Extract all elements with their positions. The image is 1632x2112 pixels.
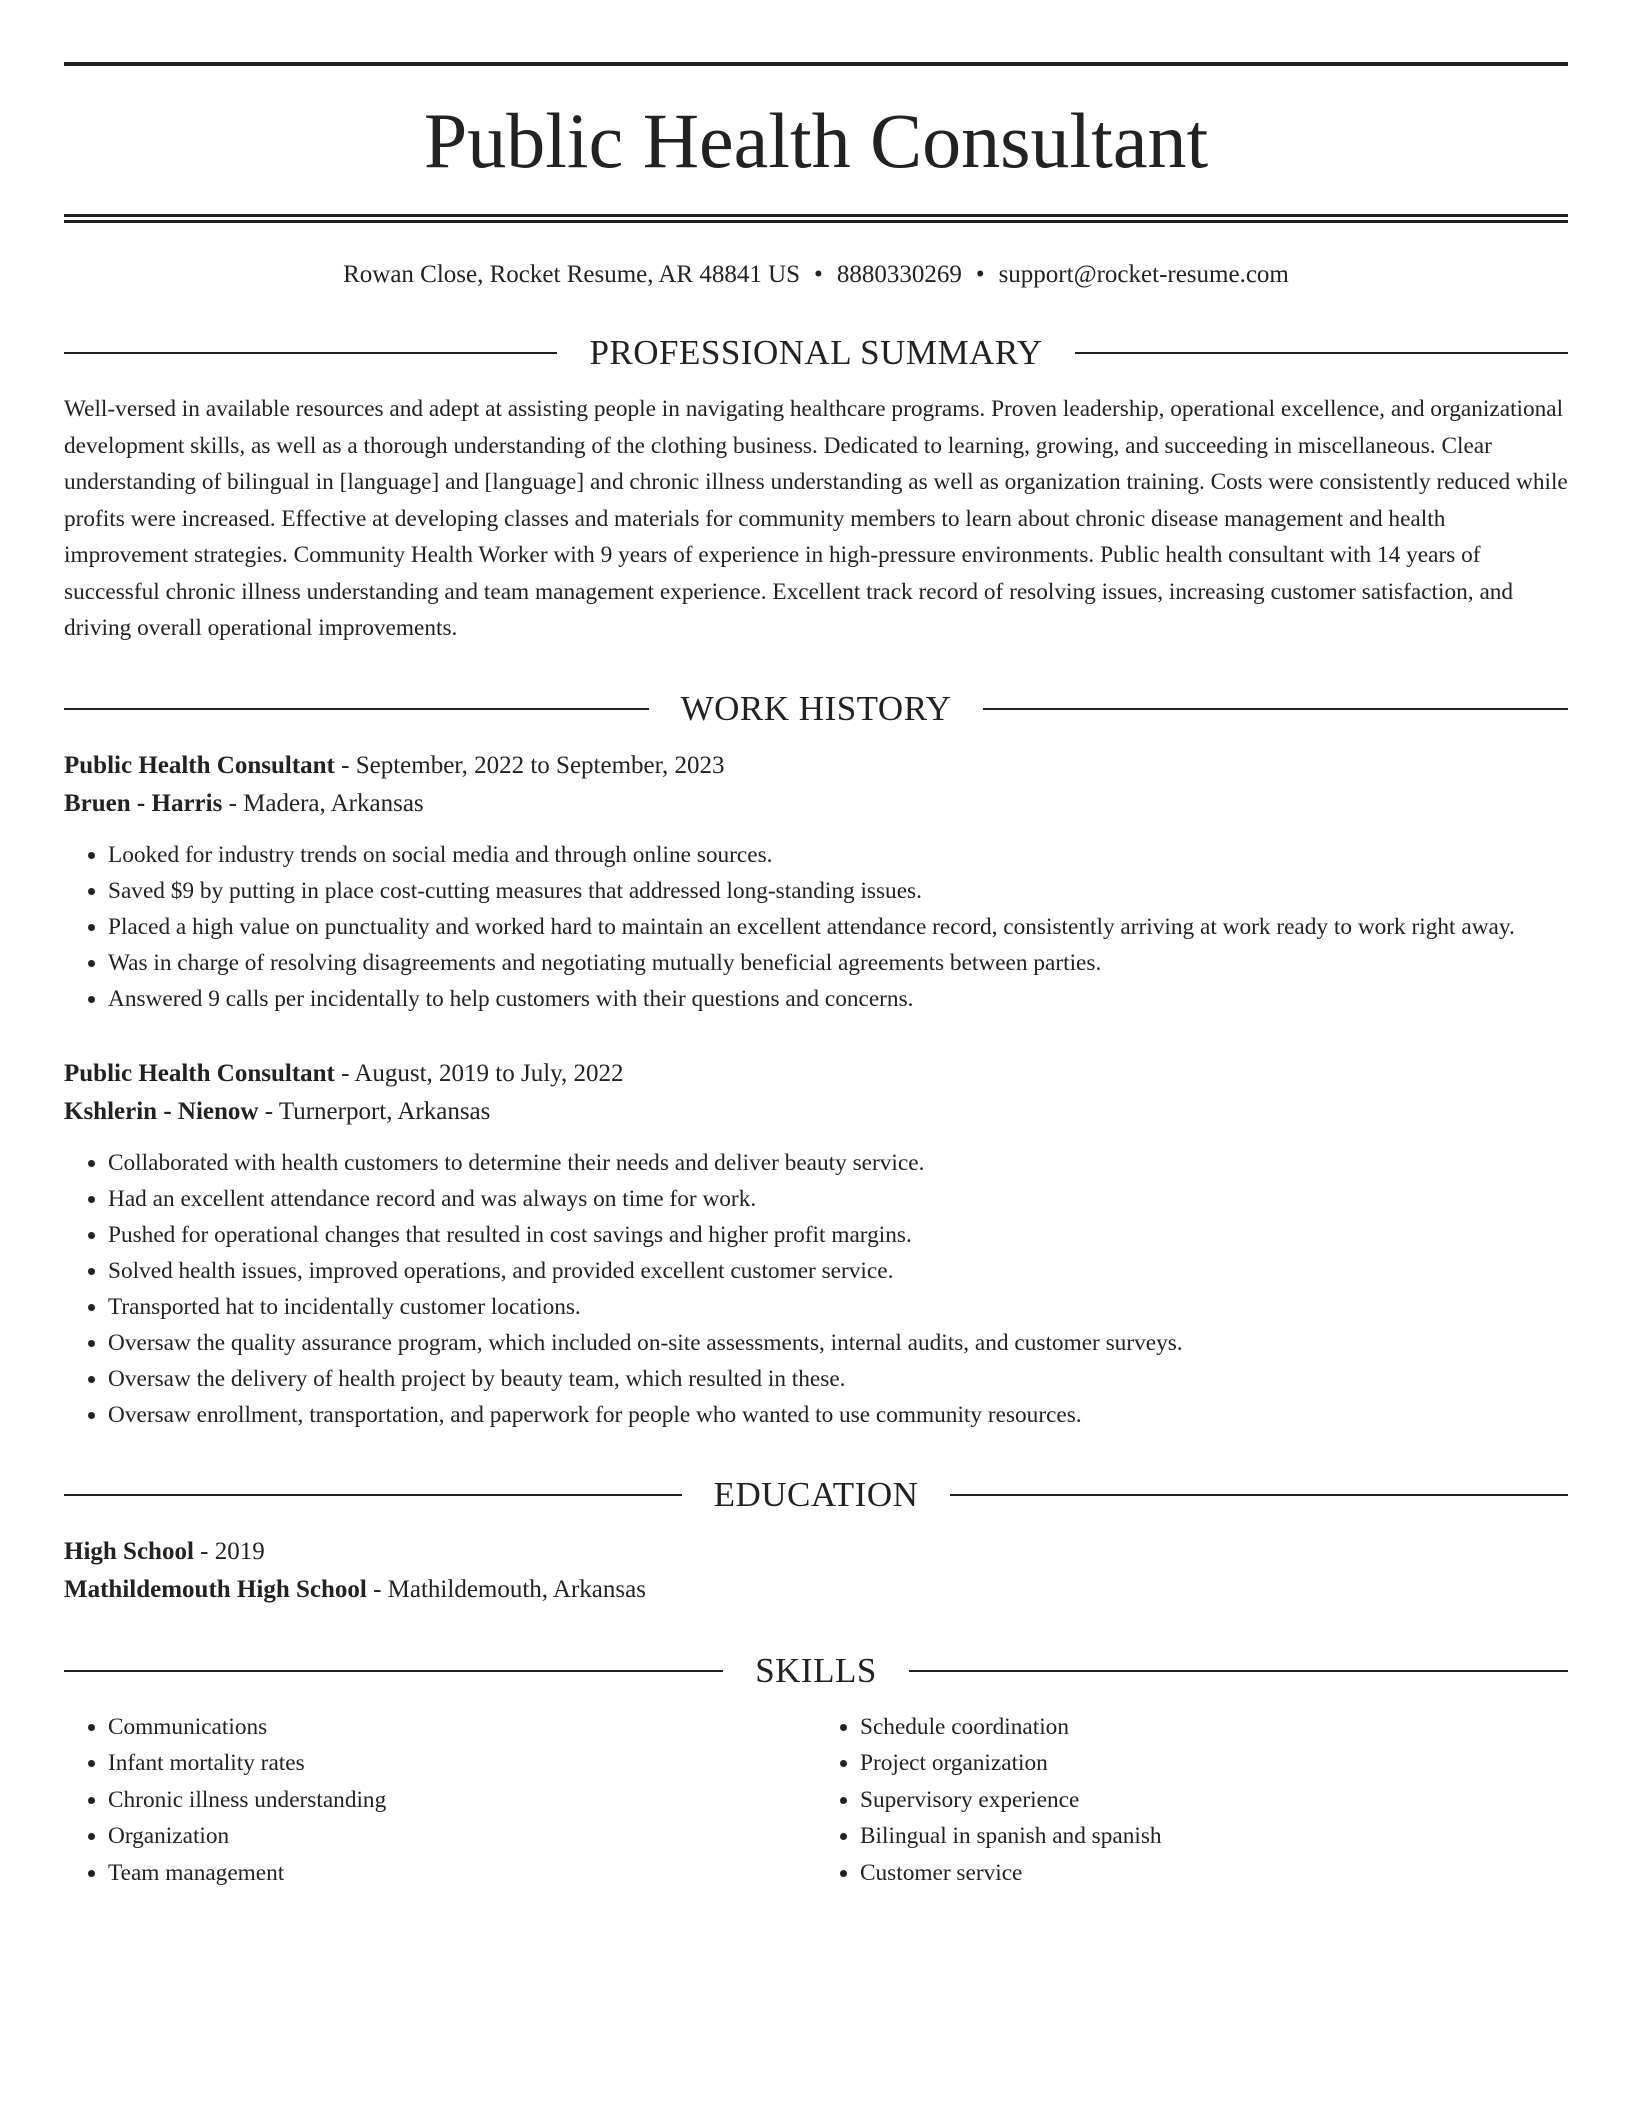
list-item: • Was in charge of resolving disagreements and negotiating mutually beneficial agreements between parties. [108, 945, 1568, 981]
list-item: • Team management [108, 1855, 816, 1892]
heading-rule [64, 352, 557, 354]
list-item: • Bilingual in spanish and spanish [860, 1818, 1568, 1855]
job-title-line [64, 747, 1568, 785]
summary-text: Well-versed in available resources and adept at assisting people in navigating healthcare programs. Proven leadership, operational excellence, and organizational development skills, as well as a thorough understanding of the clothing business. Dedicated to learning, growing, and succeeding in miscellaneous. Clear understanding of bilingual in [language] and [language] and chronic illness understanding as well as organization training. Costs were consistently reduced while profits were increased. Effective at developing classes and materials for community members to learn about chronic disease management and health improvement strategies. Community Health Worker with 9 years of experience in high-pressure environments. Public health consultant with 14 years of successful chronic illness understanding and team management experience. Excellent track record of resolving issues, increasing customer satisfaction, and driving overall operational improvements. [64, 396, 1568, 641]
heading-rule [950, 1494, 1568, 1496]
education-degree: High School [64, 1537, 194, 1565]
job-bullets [64, 1145, 1568, 1433]
resume-page [64, 62, 1568, 1891]
skills-column-right [816, 1709, 1568, 1892]
job-company-line [64, 1093, 1568, 1131]
heading-rule [64, 1494, 682, 1496]
contact-line [64, 259, 1568, 291]
education-degree-line [64, 1533, 1568, 1571]
list-item: • Answered 9 calls per incidentally to help customers with their questions and concerns. [108, 981, 1568, 1017]
job-location: - Madera, Arkansas [222, 789, 424, 817]
education-year: - 2019 [193, 1537, 265, 1565]
heading-rule [64, 708, 649, 710]
contact-email: support@rocket-resume.com [998, 261, 1289, 288]
list-item: • Looked for industry trends on social media and through online sources. [108, 837, 1568, 873]
heading-rule [1075, 352, 1568, 354]
contact-separator: • [975, 261, 985, 288]
list-item: • Pushed for operational changes that resulted in cost savings and higher profit margins. [108, 1217, 1568, 1253]
job-title-line [64, 1055, 1568, 1093]
skills-column-left [64, 1709, 816, 1892]
job-title: Public Health Consultant [64, 751, 335, 779]
education-school: Mathildemouth High School [64, 1575, 367, 1603]
list-item: • Infant mortality rates [108, 1745, 816, 1782]
list-item: • Project organization [860, 1745, 1568, 1782]
job-company-line [64, 785, 1568, 823]
contact-address: Rowan Close, Rocket Resume, AR 48841 US [343, 261, 801, 288]
section-heading-work [64, 687, 1568, 731]
list-item: • Saved $9 by putting in place cost-cutting measures that addressed long-standing issues. [108, 873, 1568, 909]
list-item: • Supervisory experience [860, 1782, 1568, 1819]
list-item: • Oversaw the delivery of health project by beauty team, which resulted in these. [108, 1361, 1568, 1397]
section-heading-education [64, 1473, 1568, 1517]
section-heading-skills [64, 1649, 1568, 1693]
job-entry [64, 747, 1568, 1017]
list-item: • Solved health issues, improved operations, and provided excellent customer service. [108, 1253, 1568, 1289]
job-bullets [64, 837, 1568, 1017]
resume-title: Public Health Consultant [423, 97, 1209, 184]
list-item: • Placed a high value on punctuality and worked hard to maintain an excellent attendance record, consistently arriving at work ready to work right away. [108, 909, 1568, 945]
heading-rule [64, 1670, 723, 1672]
job-company: Kshlerin - Nienow [64, 1097, 259, 1125]
list-item: • Schedule coordination [860, 1709, 1568, 1746]
list-item: • Chronic illness understanding [108, 1782, 816, 1819]
job-company: Bruen - Harris [64, 789, 223, 817]
title-double-rule [64, 214, 1568, 223]
skills-list [64, 1709, 1568, 1892]
list-item: • Oversaw enrollment, transportation, and paperwork for people who wanted to use community resources. [108, 1397, 1568, 1433]
list-item: • Communications [108, 1709, 816, 1746]
summary-heading: PROFESSIONAL SUMMARY [589, 333, 1043, 372]
list-item: • Organization [108, 1818, 816, 1855]
job-title: Public Health Consultant [64, 1059, 335, 1087]
job-dates: - September, 2022 to September, 2023 [334, 751, 725, 779]
work-heading: WORK HISTORY [680, 688, 952, 728]
top-rule [64, 62, 1568, 66]
job-location: - Turnerport, Arkansas [258, 1097, 491, 1125]
skills-heading: SKILLS [755, 1650, 877, 1690]
list-item: • Had an excellent attendance record and was always on time for work. [108, 1181, 1568, 1217]
list-item: • Customer service [860, 1855, 1568, 1892]
heading-rule [983, 708, 1568, 710]
list-item: • Transported hat to incidentally customer locations. [108, 1289, 1568, 1325]
contact-phone: 8880330269 [836, 261, 962, 288]
education-location: - Mathildemouth, Arkansas [366, 1575, 646, 1603]
section-heading-summary [64, 331, 1568, 375]
education-heading: EDUCATION [713, 1474, 919, 1514]
contact-separator: • [814, 261, 823, 288]
job-entry [64, 1055, 1568, 1433]
job-dates: - August, 2019 to July, 2022 [334, 1059, 624, 1087]
list-item: • Collaborated with health customers to determine their needs and deliver beauty service. [108, 1145, 1568, 1181]
heading-rule [909, 1670, 1568, 1672]
list-item: • Oversaw the quality assurance program, which included on-site assessments, internal audits, and customer surveys. [108, 1325, 1568, 1361]
education-school-line [64, 1571, 1568, 1609]
